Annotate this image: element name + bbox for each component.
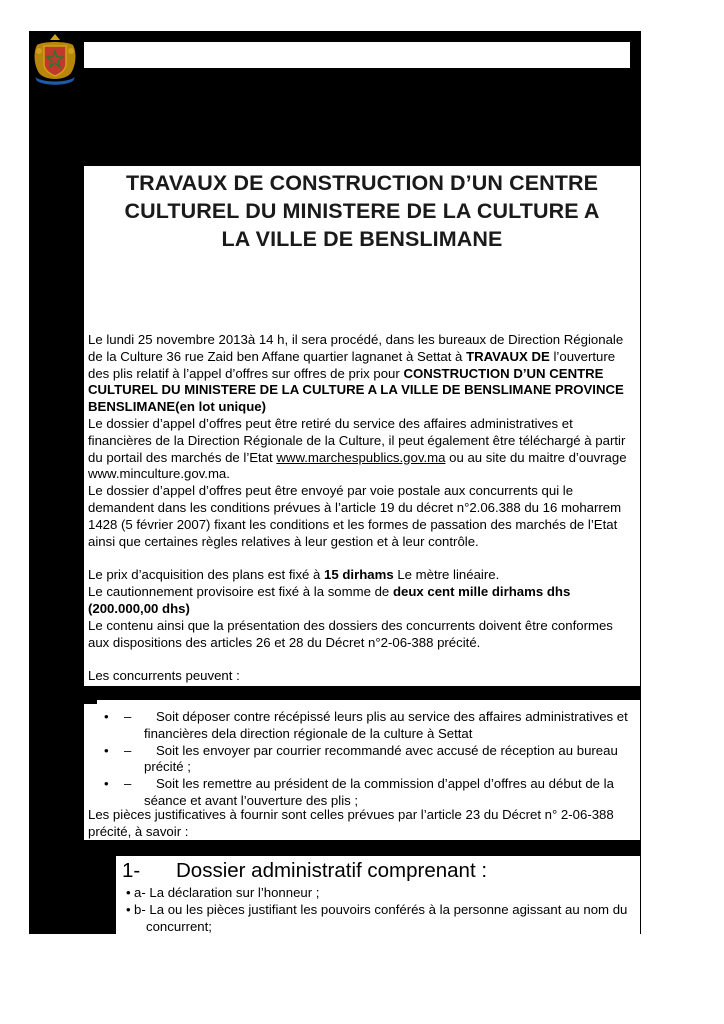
guarantee-text: Le cautionnement provisoire est fixé à la somme de — [88, 584, 393, 600]
body-text — [88, 332, 636, 685]
paragraph-guarantee — [88, 584, 636, 618]
bullet-icon: • — [104, 709, 109, 724]
options-list — [104, 709, 630, 810]
coat-of-arms-emblem — [29, 31, 81, 86]
option-text: Soit les remettre au président de la commission d’appel d’offres au début de la séance et avant l’ouverture des plis ; — [144, 776, 614, 808]
title-line-1: TRAVAUX DE CONSTRUCTION D’UN CENTRE — [125, 171, 599, 195]
opening-bold-travaux: TRAVAUX DE — [466, 348, 554, 364]
option-text: Soit déposer contre récépissé leurs plis au service des affaires administratives et financières dela direction régionale de la culture à Settat — [144, 709, 628, 741]
retrieval-text: Le dossier d’appel d’offres peut être retiré du service des affaires administratives et financières de la Direction Régionale de la Culture, il peut également être téléchargé à partir du portail des marchés de l’Etat — [88, 415, 626, 465]
dash-icon: – — [124, 742, 132, 758]
bullet-icon: • — [126, 902, 131, 917]
option-item — [104, 743, 630, 777]
section1-title: Dossier administratif comprenant : — [176, 859, 488, 882]
paragraph-postal: Le dossier d’appel d’offres peut être envoyé par voie postale aux concurrents qui le demandent dans les conditions prévues à l’article 19 du décret n°2.06.388 du 16 moharrem 1428 (5 février 2007) fixant les conditions et les formes de passation des marchés de l’Etat ainsi que certaines règles relatives à leur gestion et à leur contrôle. — [88, 483, 622, 549]
price-text-2: Le mètre linéaire. — [393, 567, 500, 583]
dash-icon: – — [124, 709, 132, 724]
marchespublics-link[interactable]: www.marchespublics.gov.ma — [276, 449, 446, 465]
section1-heading — [122, 859, 632, 883]
opening-text: Le lundi 25 novembre 2013à 14 h, il sera procédé, dans les bureaux de Direction Régionale de la Culture 36 rue Zaid ben Affane quartier lagnanet à Settat à — [88, 332, 624, 364]
section1-item-text: a- La déclaration sur l’honneur ; — [134, 885, 320, 900]
options-left-strip — [97, 700, 640, 708]
paragraph-competitors: Les concurrents peuvent : — [88, 668, 240, 684]
bullet-icon: • — [126, 885, 131, 900]
bullet-icon: • — [104, 742, 109, 758]
option-item — [104, 709, 630, 743]
document-title — [84, 169, 640, 253]
title-line-2: CULTUREL DU MINISTERE DE LA CULTURE A — [124, 199, 600, 223]
price-bold: 15 dirhams — [324, 567, 394, 583]
paragraph-content: Le contenu ainsi que la présentation des dossiers des concurrents doivent être conformes aux dispositions des articles 26 et 28 du Décret n°2-06-388 précité. — [88, 617, 613, 650]
title-line-3: LA VILLE DE BENSLIMANE — [221, 227, 503, 251]
paragraph-price — [88, 567, 636, 584]
pieces-intro: Les pièces justificatives à fournir sont celles prévues par l’article 23 du Décret n° 2-06-388 précité, à savoir : — [88, 807, 614, 839]
price-text: Le prix d’acquisition des plans est fixé à — [88, 567, 325, 583]
section1-items — [120, 884, 632, 935]
dash-icon: – — [124, 776, 132, 792]
guarantee-bold: deux cent mille dirhams dhs (200.000,00 dhs) — [88, 584, 571, 616]
section1-item-text: b- La ou les pièces justifiant les pouvoirs conférés à la personne agissant au nom du concurrent; — [134, 902, 628, 934]
section1-item — [120, 884, 632, 901]
section1-number: 1- — [122, 859, 141, 882]
header-blank-bar — [84, 42, 630, 68]
opening-text-2: l’ouverture des plis relatif à l’appel d’offres sur offres de prix pour — [88, 348, 616, 381]
option-item — [104, 776, 630, 810]
option-text: Soit les envoyer par courrier recommandé avec accusé de réception au bureau précité ; — [144, 742, 618, 775]
section1-item — [120, 901, 632, 935]
bullet-icon: • — [104, 776, 109, 792]
project-name-bold: CONSTRUCTION D’UN CENTRE CULTUREL DU MINISTERE DE LA CULTURE A LA VILLE DE BENSLIMANE PROVINCE BENSLIMANE(en lot unique) — [88, 365, 624, 415]
paragraph-retrieval — [88, 416, 636, 483]
paragraph-opening — [88, 332, 636, 416]
retrieval-text-2: ou au site du maitre d’ouvrage www.minculture.gov.ma. — [88, 449, 627, 482]
